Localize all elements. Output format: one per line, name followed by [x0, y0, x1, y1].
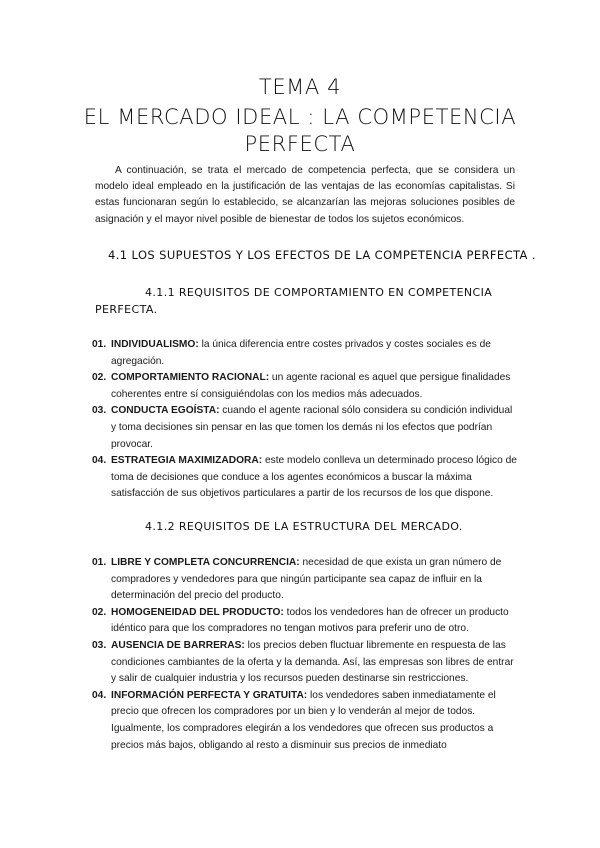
item-number: 04. — [92, 689, 107, 701]
item-text: un agente racional es aquel que persigue finalidades coherentes entre sí consiguiéndolas con los medios más adecuados. — [111, 372, 511, 400]
item-text: cuando el agente racional sólo considera su condición individual y toma decisiones sin pensar en las que tomen los demás ni los efectos que podrían provocar. — [111, 405, 513, 450]
item-label: CONDUCTA EGOÍSTA: — [111, 405, 220, 417]
item-label: ESTRATEGIA MAXIMIZADORA: — [111, 455, 263, 467]
item-number: 01. — [92, 557, 107, 568]
item-number: 02. — [92, 606, 107, 618]
list-item — [92, 605, 517, 638]
list-item — [92, 555, 517, 605]
chapter-title: TEMA 4 — [258, 75, 342, 99]
item-text: todos los vendedores han de ofrecer un producto idéntico para que los compradores no tengan motivos para preferir uno de otro. — [111, 606, 509, 635]
chapter-subtitle-line1: EL MERCADO IDEAL : LA COMPETENCIA — [83, 105, 517, 129]
item-text: los vendedores saben inmediatamente el precio que ofrecen los compradores por un bien y lo venderán al mejor de todos. Igualmente, los compradores elegirán a los vendedores que ofrecen sus productos a precios más bajos, obligando al resto a disminuir sus precios de inmediato — [111, 689, 496, 751]
subsection-heading-behaviour: 4.1.1 REQUISITOS DE COMPORTAMIENTO EN COMPETENCIA PERFECTA. — [95, 286, 493, 316]
item-text: este modelo conlleva un determinado proceso lógico de toma de decisiones que conduce a los agentes económicos a buscar la máxima satisfacción de sus objetivos particulares a partir de los recursos de los que dispone. — [111, 455, 517, 500]
item-number: 01. — [92, 339, 107, 350]
item-label: HOMOGENEIDAD DEL PRODUCTO: — [111, 606, 284, 618]
list-item — [92, 638, 517, 688]
item-label: COMPORTAMIENTO RACIONAL: — [111, 372, 270, 384]
chapter-subtitle-line2: PERFECTA — [244, 132, 356, 156]
item-label: INDIVIDUALISMO: — [111, 339, 199, 350]
list-item — [92, 688, 517, 754]
item-number: 04. — [92, 455, 107, 467]
behaviour-requirements-list — [92, 337, 517, 503]
list-item — [92, 403, 517, 453]
item-text: los precios deben fluctuar libremente en respuesta de las condiciones cambiantes de la oferta y la demanda. Así, las empresas son libres de entrar y salir de cualquier industria y los recursos pueden destinarse sin restricciones. — [111, 639, 514, 685]
item-number: 02. — [92, 372, 107, 384]
item-number: 03. — [92, 405, 107, 417]
item-text: necesidad de que exista un gran número de compradores y vendedores para que ningún participante sea capaz de influir en la determinación del precio del producto. — [111, 557, 502, 602]
market-structure-requirements-list — [92, 555, 517, 754]
item-label: AUSENCIA DE BARRERAS: — [111, 639, 245, 651]
item-label: LIBRE Y COMPLETA CONCURRENCIA: — [111, 557, 300, 568]
list-item — [92, 370, 517, 403]
section-heading: 4.1 LOS SUPUESTOS Y LOS EFECTOS DE LA COMPETENCIA PERFECTA . — [108, 248, 536, 262]
list-item — [92, 453, 517, 503]
list-item — [92, 337, 517, 370]
item-label: INFORMACIÓN PERFECTA Y GRATUITA: — [111, 689, 308, 701]
intro-paragraph: A continuación, se trata el mercado de competencia perfecta, que se considera un modelo ideal empleado en la justificación de las ventajas de las economías capitalistas. Si estas funcionaran según lo establecido, se alcanzarían las mejoras soluciones posibles de asignación y el mayor nivel posible de bienestar de todos los sujetos económicos. — [95, 165, 515, 225]
subsection-heading-structure: 4.1.2 REQUISITOS DE LA ESTRUCTURA DEL MERCADO. — [145, 520, 463, 533]
item-number: 03. — [92, 639, 107, 651]
item-text: la única diferencia entre costes privados y costes sociales es de agregación. — [111, 339, 491, 367]
